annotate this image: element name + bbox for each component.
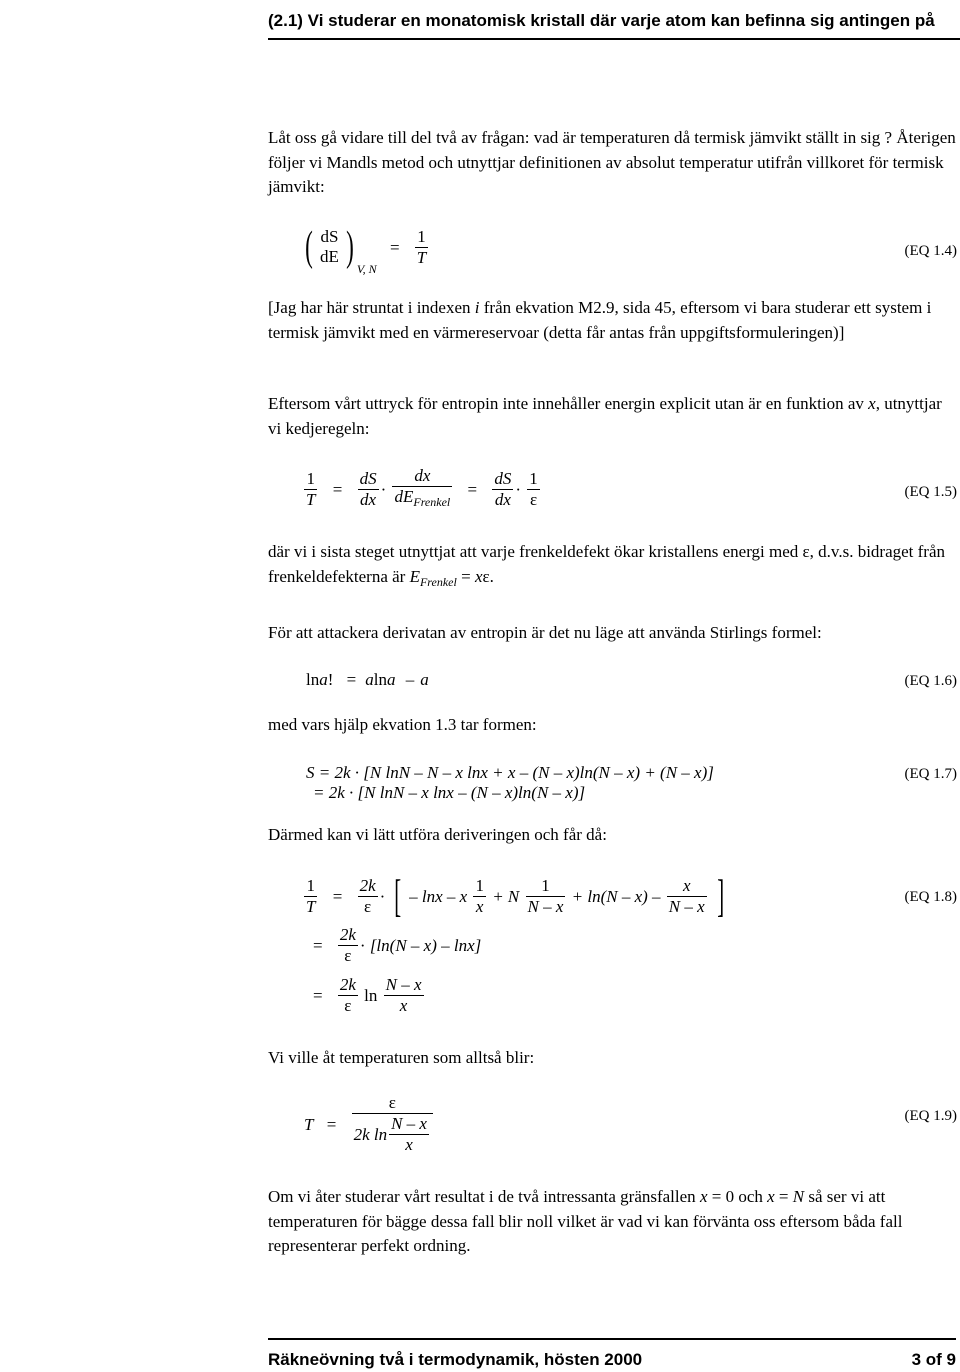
page-header <box>0 0 960 40</box>
equation-1-8-line-1: $\frac{1}{T}$ = $\frac{2k}{\varepsilon}$ · [ – lnx – x $\frac{1}{x}$ + N $\frac{1}{N - x}$ + ln(N – x) – $\frac{x}{N - x}$ ] <box>306 870 725 921</box>
page-number: 3 of 9 <box>911 1350 956 1369</box>
paragraph-index-note: [Jag har här struntat i indexen i från ekvation M2.9, sida 45, eftersom vi bara studerar ett system i termisk jämvikt med en värmereservoar (detta får antas från uppgiftsformuleringen)] <box>268 298 932 342</box>
fraction-dS-dE: dS dE <box>320 227 339 266</box>
paragraph-energy-contribution: där vi i sista steget utnyttjat att varje frenkeldefekt ökar kristallens energi med ε, d.v.s. bidraget från frenkeldefekterna är $E_{Frenkel} = x\varepsilon$. <box>268 542 946 589</box>
footer-course-title: Räkneövning två i termodynamik, hösten 2000 <box>268 1350 643 1369</box>
paragraph-chain-rule: Eftersom vårt uttryck för entropin inte innehåller energin explicit utan är en funktion av x, utnyttjar vi kedjeregeln: <box>268 394 942 438</box>
equation-1-6: lna! = alna – a <box>306 670 429 689</box>
equation-1-7-line-1: S = 2k · [N lnN – N – x lnx + x – (N – x)ln(N – x) + (N – x)] <box>306 763 714 782</box>
header-title: (2.1) Vi studerar en monatomisk kristall där varje atom kan befinna sig antingen på <box>268 11 935 30</box>
equation-number-1-9: (EQ 1.9) <box>904 1108 957 1124</box>
header-rule <box>268 38 960 40</box>
equation-number-1-7: (EQ 1.7) <box>904 766 957 782</box>
footer-rule <box>268 1338 956 1340</box>
paragraph-derivation: Därmed kan vi lätt utföra deriveringen och får då: <box>268 825 607 844</box>
equation-1-8-line-3: = $\frac{2k}{\varepsilon}$ ln $\frac{N - x}{x}$ <box>313 975 422 1015</box>
paragraph-stirling: För att attackera derivatan av entropin är det nu läge att använda Stirlings formel: <box>268 623 822 642</box>
paragraph-temperature: Vi ville åt temperaturen som alltså blir: <box>268 1048 535 1067</box>
paragraph-conclusion: Om vi åter studerar vårt resultat i de två intressanta gränsfallen x = 0 och x = N så ser vi att temperaturen för bägge dessa fall blir noll vilket är vad vi kan förvänta oss eftersom båda fall representerar perfekt ordning. <box>268 1187 903 1255</box>
equation-1-4: ( dS dE ) $_{V, N}$ = $\frac{1}{T}$ <box>305 224 427 276</box>
fraction-1-T: $\frac{1}{T}$ <box>416 226 427 267</box>
equation-1-5: $\frac{1}{T}$ = $\frac{dS}{dx}$ · $\frac{dx}{dE_{Frenkel}}$ = $\frac{dS}{dx}$ · $\frac{1}{\varepsilon}$ <box>306 466 538 509</box>
page-footer <box>268 1338 956 1372</box>
equation-1-9: T = ε 2k ln $\frac{N - x}{x}$ <box>304 1093 435 1155</box>
equation-number-1-5: (EQ 1.5) <box>904 484 957 500</box>
equation-1-7-line-2: = 2k · [N lnN – x lnx – (N – x)ln(N – x)] <box>313 783 586 802</box>
paragraph-intro: Låt oss gå vidare till del två av frågan: vad är temperaturen då termisk jämvikt ställt in sig ? Återigen följer vi Mandls metod och utnyttjar definitionen av absolut temperatur utifrån villkoret för termisk jämvikt: <box>268 128 956 196</box>
paragraph-eq-form: med vars hjälp ekvation 1.3 tar formen: <box>268 715 537 734</box>
equation-number-1-8: (EQ 1.8) <box>904 889 957 905</box>
equation-1-8-line-2: = $\frac{2k}{\varepsilon}$ · [ln(N – x) – lnx] <box>313 925 482 965</box>
equation-number-1-4: (EQ 1.4) <box>904 243 957 259</box>
equation-number-1-6: (EQ 1.6) <box>904 673 957 689</box>
